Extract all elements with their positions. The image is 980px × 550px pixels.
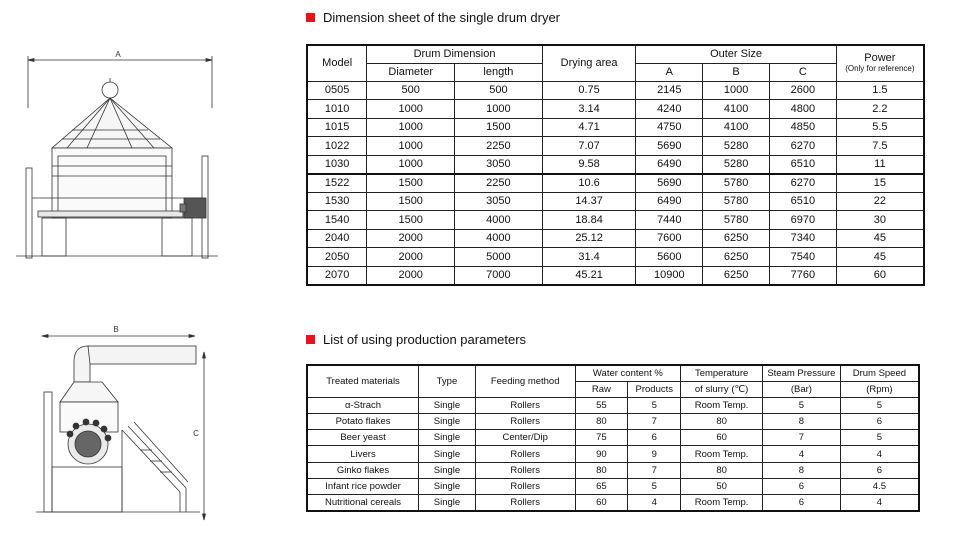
table-cell: 80 [681, 462, 763, 478]
table-cell: 75 [575, 430, 628, 446]
table-cell: 6 [840, 462, 919, 478]
table-row [307, 446, 919, 462]
table-cell: 1000 [367, 137, 455, 156]
dryer-front-view-drawing [12, 48, 222, 263]
table-cell: 3050 [455, 155, 543, 174]
table-cell: Nutritional cereals [307, 495, 419, 511]
table-cell: 4100 [703, 100, 770, 119]
table-cell: 2000 [367, 248, 455, 267]
table-cell: Room Temp. [681, 397, 763, 413]
table-row [307, 229, 924, 248]
table-cell: 3050 [455, 192, 543, 211]
table-cell: 4 [763, 446, 841, 462]
table-cell: 5600 [636, 248, 703, 267]
table-cell: 60 [836, 266, 924, 285]
table-cell: 6270 [769, 174, 836, 193]
table-cell: Center/Dip [475, 430, 575, 446]
table-cell: 4100 [703, 118, 770, 137]
table-cell: 1500 [367, 211, 455, 230]
table-cell: 1540 [307, 211, 367, 230]
parameters-title [306, 332, 526, 347]
table-cell: 2145 [636, 81, 703, 100]
table-cell: 1015 [307, 118, 367, 137]
table-cell: 7760 [769, 266, 836, 285]
table-cell: Infant rice powder [307, 478, 419, 494]
table-cell: 6970 [769, 211, 836, 230]
table-cell: 9 [628, 446, 681, 462]
table-cell: 65 [575, 478, 628, 494]
header-power-label: Power [864, 52, 896, 65]
table-cell: 2000 [367, 266, 455, 285]
table-row [307, 118, 924, 137]
header-feeding-method: Feeding method [475, 365, 575, 397]
table-row [307, 192, 924, 211]
table-cell: 7600 [636, 229, 703, 248]
header-outer-b: B [703, 63, 770, 81]
table-cell: 1000 [367, 118, 455, 137]
table-cell: Rollers [475, 478, 575, 494]
header-drum-dimension: Drum Dimension [367, 45, 542, 63]
table-cell: 6510 [769, 192, 836, 211]
header-drum-speed: Drum Speed [840, 365, 919, 381]
red-square-bullet-icon [306, 335, 315, 344]
table-cell: 6270 [769, 137, 836, 156]
header-outer-size: Outer Size [636, 45, 836, 63]
table-cell: 5690 [636, 174, 703, 193]
table-cell: 5780 [703, 174, 770, 193]
table-cell: Rollers [475, 397, 575, 413]
table-row [307, 174, 924, 193]
table-cell: 45.21 [542, 266, 636, 285]
table-cell: 45 [836, 248, 924, 267]
table-cell: 6250 [703, 248, 770, 267]
table-row [307, 100, 924, 119]
table-cell: 2050 [307, 248, 367, 267]
table-cell: 4 [840, 446, 919, 462]
table-cell: 4000 [455, 229, 543, 248]
table-cell: 5 [628, 397, 681, 413]
header-water-content: Water content % [575, 365, 681, 381]
table-cell: 2000 [367, 229, 455, 248]
dimension-sheet-title-text: Dimension sheet of the single drum dryer [323, 10, 561, 25]
table-row [307, 413, 919, 429]
table-cell: 0505 [307, 81, 367, 100]
table-cell: 7540 [769, 248, 836, 267]
table-cell: Single [419, 397, 476, 413]
header-steam-unit: (Bar) [763, 381, 841, 397]
header-length: length [455, 63, 543, 81]
table-cell: Rollers [475, 462, 575, 478]
table-cell: 4750 [636, 118, 703, 137]
table-cell: 1010 [307, 100, 367, 119]
table-row [307, 397, 919, 413]
table-cell: 7.07 [542, 137, 636, 156]
dimension-label-c: C [193, 429, 199, 438]
table-cell: Single [419, 495, 476, 511]
table-cell: 5000 [455, 248, 543, 267]
table-cell: 6490 [636, 192, 703, 211]
table-cell: 2250 [455, 174, 543, 193]
table-cell: 80 [681, 413, 763, 429]
table-cell: 8 [763, 462, 841, 478]
table-cell: Potato flakes [307, 413, 419, 429]
table-cell: Rollers [475, 413, 575, 429]
table-cell: 5 [628, 478, 681, 494]
table-cell: 4850 [769, 118, 836, 137]
table-cell: 1530 [307, 192, 367, 211]
table-cell: 5690 [636, 137, 703, 156]
table-cell: α-Strach [307, 397, 419, 413]
table-cell: 4.5 [840, 478, 919, 494]
table-cell: 4.71 [542, 118, 636, 137]
table-cell: Single [419, 478, 476, 494]
header-products: Products [628, 381, 681, 397]
table-cell: 18.84 [542, 211, 636, 230]
table-cell: 60 [681, 430, 763, 446]
header-power-note: (Only for reference) [845, 64, 915, 74]
table-cell: 3.14 [542, 100, 636, 119]
table-cell: 7440 [636, 211, 703, 230]
table-cell: 500 [367, 81, 455, 100]
parameters-table [306, 364, 920, 512]
table-cell: 4 [628, 495, 681, 511]
table-cell: 1030 [307, 155, 367, 174]
table-cell: 7 [763, 430, 841, 446]
header-raw: Raw [575, 381, 628, 397]
table-cell: 6 [763, 478, 841, 494]
table-cell: 6250 [703, 229, 770, 248]
table-row [307, 155, 924, 174]
table-cell: 1500 [455, 118, 543, 137]
table-cell: Room Temp. [681, 495, 763, 511]
dimension-sheet-title [306, 10, 560, 25]
table-cell: 6 [840, 413, 919, 429]
table-row [307, 462, 919, 478]
table-cell: 1000 [367, 155, 455, 174]
table-cell: Single [419, 413, 476, 429]
table-cell: 2.2 [836, 100, 924, 119]
table-cell: 5 [840, 397, 919, 413]
dimension-label-b: B [113, 325, 119, 334]
table-cell: 10.6 [542, 174, 636, 193]
table-cell: 6 [628, 430, 681, 446]
table-cell: 55 [575, 397, 628, 413]
table-cell: 5780 [703, 192, 770, 211]
table-cell: 80 [575, 413, 628, 429]
table-cell: 10900 [636, 266, 703, 285]
table-cell: 30 [836, 211, 924, 230]
table-cell: 90 [575, 446, 628, 462]
header-steam-pressure: Steam Pressure [763, 365, 841, 381]
table-cell: 500 [455, 81, 543, 100]
header-model: Model [307, 45, 367, 81]
table-cell: Single [419, 430, 476, 446]
table-cell: 4 [840, 495, 919, 511]
table-cell: 6510 [769, 155, 836, 174]
table-row [307, 211, 924, 230]
dryer-side-view-drawing [30, 322, 220, 522]
table-cell: 7 [628, 462, 681, 478]
table-cell: 6490 [636, 155, 703, 174]
table-cell: 22 [836, 192, 924, 211]
table-cell: 5 [763, 397, 841, 413]
table-cell: 7000 [455, 266, 543, 285]
table-cell: 2070 [307, 266, 367, 285]
header-drying-area: Drying area [542, 45, 636, 81]
dimension-table [306, 44, 925, 286]
table-cell: 45 [836, 229, 924, 248]
red-square-bullet-icon [306, 13, 315, 22]
header-temperature-unit: of slurry (℃) [681, 381, 763, 397]
table-cell: 9.58 [542, 155, 636, 174]
table-cell: 11 [836, 155, 924, 174]
table-cell: 4800 [769, 100, 836, 119]
table-cell: Livers [307, 446, 419, 462]
table-cell: 2250 [455, 137, 543, 156]
table-cell: 15 [836, 174, 924, 193]
table-row [307, 81, 924, 100]
table-cell: 50 [681, 478, 763, 494]
table-cell: 31.4 [542, 248, 636, 267]
table-cell: 4000 [455, 211, 543, 230]
table-cell: 80 [575, 462, 628, 478]
table-row [307, 266, 924, 285]
table-cell: Ginko flakes [307, 462, 419, 478]
table-cell: Rollers [475, 495, 575, 511]
table-cell: 2600 [769, 81, 836, 100]
table-row [307, 248, 924, 267]
table-row [307, 495, 919, 511]
table-row [307, 430, 919, 446]
table-cell: 0.75 [542, 81, 636, 100]
table-cell: 6250 [703, 266, 770, 285]
header-temperature: Temperature [681, 365, 763, 381]
parameters-title-text: List of using production parameters [323, 332, 527, 347]
table-cell: 1500 [367, 192, 455, 211]
table-cell: 7340 [769, 229, 836, 248]
table-cell: 5280 [703, 137, 770, 156]
table-cell: 7.5 [836, 137, 924, 156]
header-type: Type [419, 365, 476, 397]
table-cell: 8 [763, 413, 841, 429]
table-cell: 1000 [455, 100, 543, 119]
table-cell: 1.5 [836, 81, 924, 100]
table-cell: 4240 [636, 100, 703, 119]
header-power [836, 45, 924, 81]
table-cell: 5 [840, 430, 919, 446]
table-cell: 60 [575, 495, 628, 511]
table-cell: 5.5 [836, 118, 924, 137]
table-cell: Single [419, 462, 476, 478]
header-diameter: Diameter [367, 63, 455, 81]
table-cell: Beer yeast [307, 430, 419, 446]
table-row [307, 137, 924, 156]
table-cell: 6 [763, 495, 841, 511]
table-cell: 1000 [703, 81, 770, 100]
header-outer-a: A [636, 63, 703, 81]
dimension-label-a: A [115, 50, 121, 59]
table-cell: 7 [628, 413, 681, 429]
table-row [307, 478, 919, 494]
header-outer-c: C [769, 63, 836, 81]
table-cell: 1500 [367, 174, 455, 193]
table-cell: 25.12 [542, 229, 636, 248]
table-cell: 5280 [703, 155, 770, 174]
table-cell: 2040 [307, 229, 367, 248]
header-treated-materials: Treated materials [307, 365, 419, 397]
header-drum-unit: (Rpm) [840, 381, 919, 397]
table-cell: Single [419, 446, 476, 462]
table-cell: Room Temp. [681, 446, 763, 462]
table-cell: 5780 [703, 211, 770, 230]
table-cell: 1022 [307, 137, 367, 156]
table-cell: 1000 [367, 100, 455, 119]
table-cell: 14.37 [542, 192, 636, 211]
table-cell: Rollers [475, 446, 575, 462]
table-cell: 1522 [307, 174, 367, 193]
